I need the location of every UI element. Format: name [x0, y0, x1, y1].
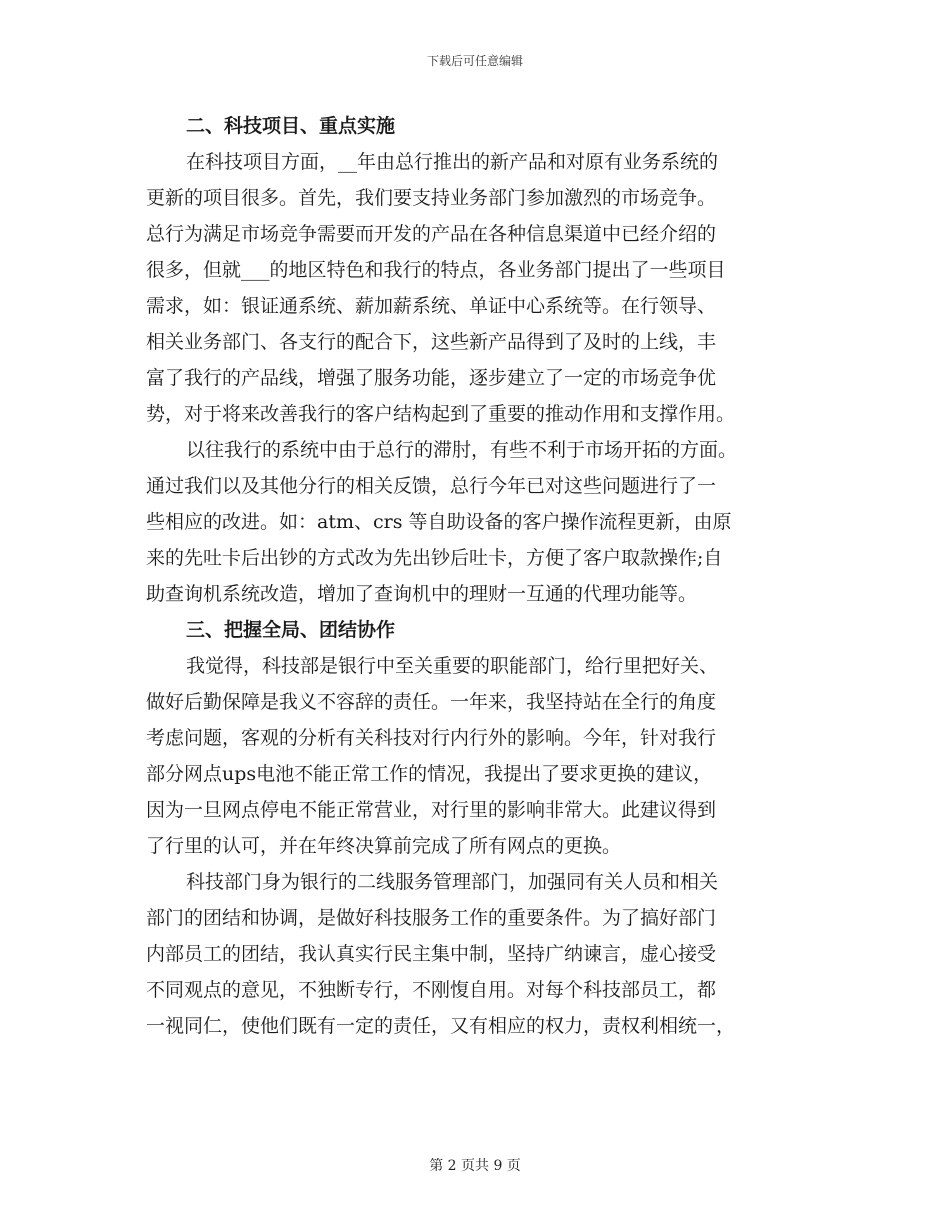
- paragraph-line: 以往我行的系统中由于总行的滞肘，有些不利于市场开拓的方面。: [186, 439, 738, 461]
- paragraph-line: 来的先吐卡后出钞的方式改为先出钞后吐卡，方便了客户取款操作;自: [146, 547, 723, 569]
- paragraph-line: 助查询机系统改造，增加了查询机中的理财一互通的代理功能等。: [146, 583, 698, 605]
- paragraph-line: 部分网点ups电池不能正常工作的情况，我提出了要求更换的建议，: [146, 763, 713, 785]
- page-header: 下载后可任意编辑: [426, 54, 523, 68]
- paragraph-line: 相关业务部门、各支行的配合下，这些新产品得到了及时的上线，丰: [146, 331, 717, 353]
- paragraph-line: 更新的项目很多。首先，我们要支持业务部门参加激烈的市场竞争。: [146, 187, 717, 209]
- paragraph-line: 通过我们以及其他分行的相关反馈，总行今年已对这些问题进行了一: [146, 475, 717, 497]
- paragraph-line: 内部员工的团结，我认真实行民主集中制，坚持广纳谏言，虚心接受: [146, 943, 717, 965]
- paragraph-line: 总行为满足市场竞争需要而开发的产品在各种信息渠道中已经介绍的: [146, 223, 717, 245]
- paragraph-line: 我觉得，科技部是银行中至关重要的职能部门，给行里把好关、: [186, 655, 719, 677]
- paragraph-line: 因为一旦网点停电不能正常营业，对行里的影响非常大。此建议得到: [146, 799, 717, 821]
- paragraph-line: 富了我行的产品线，增强了服务功能，逐步建立了一定的市场竞争优: [146, 367, 717, 389]
- document-body: [146, 108, 812, 1044]
- paragraph-line: 需求，如：银证通系统、薪加薪系统、单证中心系统等。在行领导、: [146, 295, 717, 317]
- paragraph-line: 了行里的认可，并在年终决算前完成了所有网点的更换。: [146, 835, 622, 857]
- paragraph-line: 部门的团结和协调，是做好科技服务工作的重要条件。为了搞好部门: [146, 907, 717, 929]
- paragraph: [146, 864, 812, 1044]
- paragraph: [146, 648, 812, 864]
- paragraph: [146, 144, 812, 432]
- paragraph-line: 考虑问题，客观的分析有关科技对行内行外的影响。今年，针对我行: [146, 727, 717, 749]
- section-heading: 二、科技项目、重点实施: [186, 115, 396, 137]
- paragraph-line: 在科技项目方面，__年由总行推出的新产品和对原有业务系统的: [186, 151, 719, 173]
- paragraph-line: 很多，但就___的地区特色和我行的特点，各业务部门提出了一些项目: [146, 259, 726, 281]
- paragraph-line: 做好后勤保障是我义不容辞的责任。一年来，我坚持站在全行的角度: [146, 691, 717, 713]
- paragraph: [146, 432, 812, 612]
- paragraph-line: 势，对于将来改善我行的客户结构起到了重要的推动作用和支撑作用。: [146, 403, 736, 425]
- paragraph-line: 些相应的改进。如：atm、crs 等自助设备的客户操作流程更新，由原: [146, 511, 732, 533]
- page-footer: 第 2 页共 9 页: [429, 1158, 521, 1174]
- section-heading: 三、把握全局、团结协作: [186, 619, 396, 641]
- paragraph-line: 科技部门身为银行的二线服务管理部门，加强同有关人员和相关: [186, 871, 719, 893]
- paragraph-line: 一视同仁，使他们既有一定的责任，又有相应的权力，责权利相统一，: [146, 1015, 736, 1037]
- paragraph-line: 不同观点的意见，不独断专行，不刚愎自用。对每个科技部员工，都: [146, 979, 717, 1001]
